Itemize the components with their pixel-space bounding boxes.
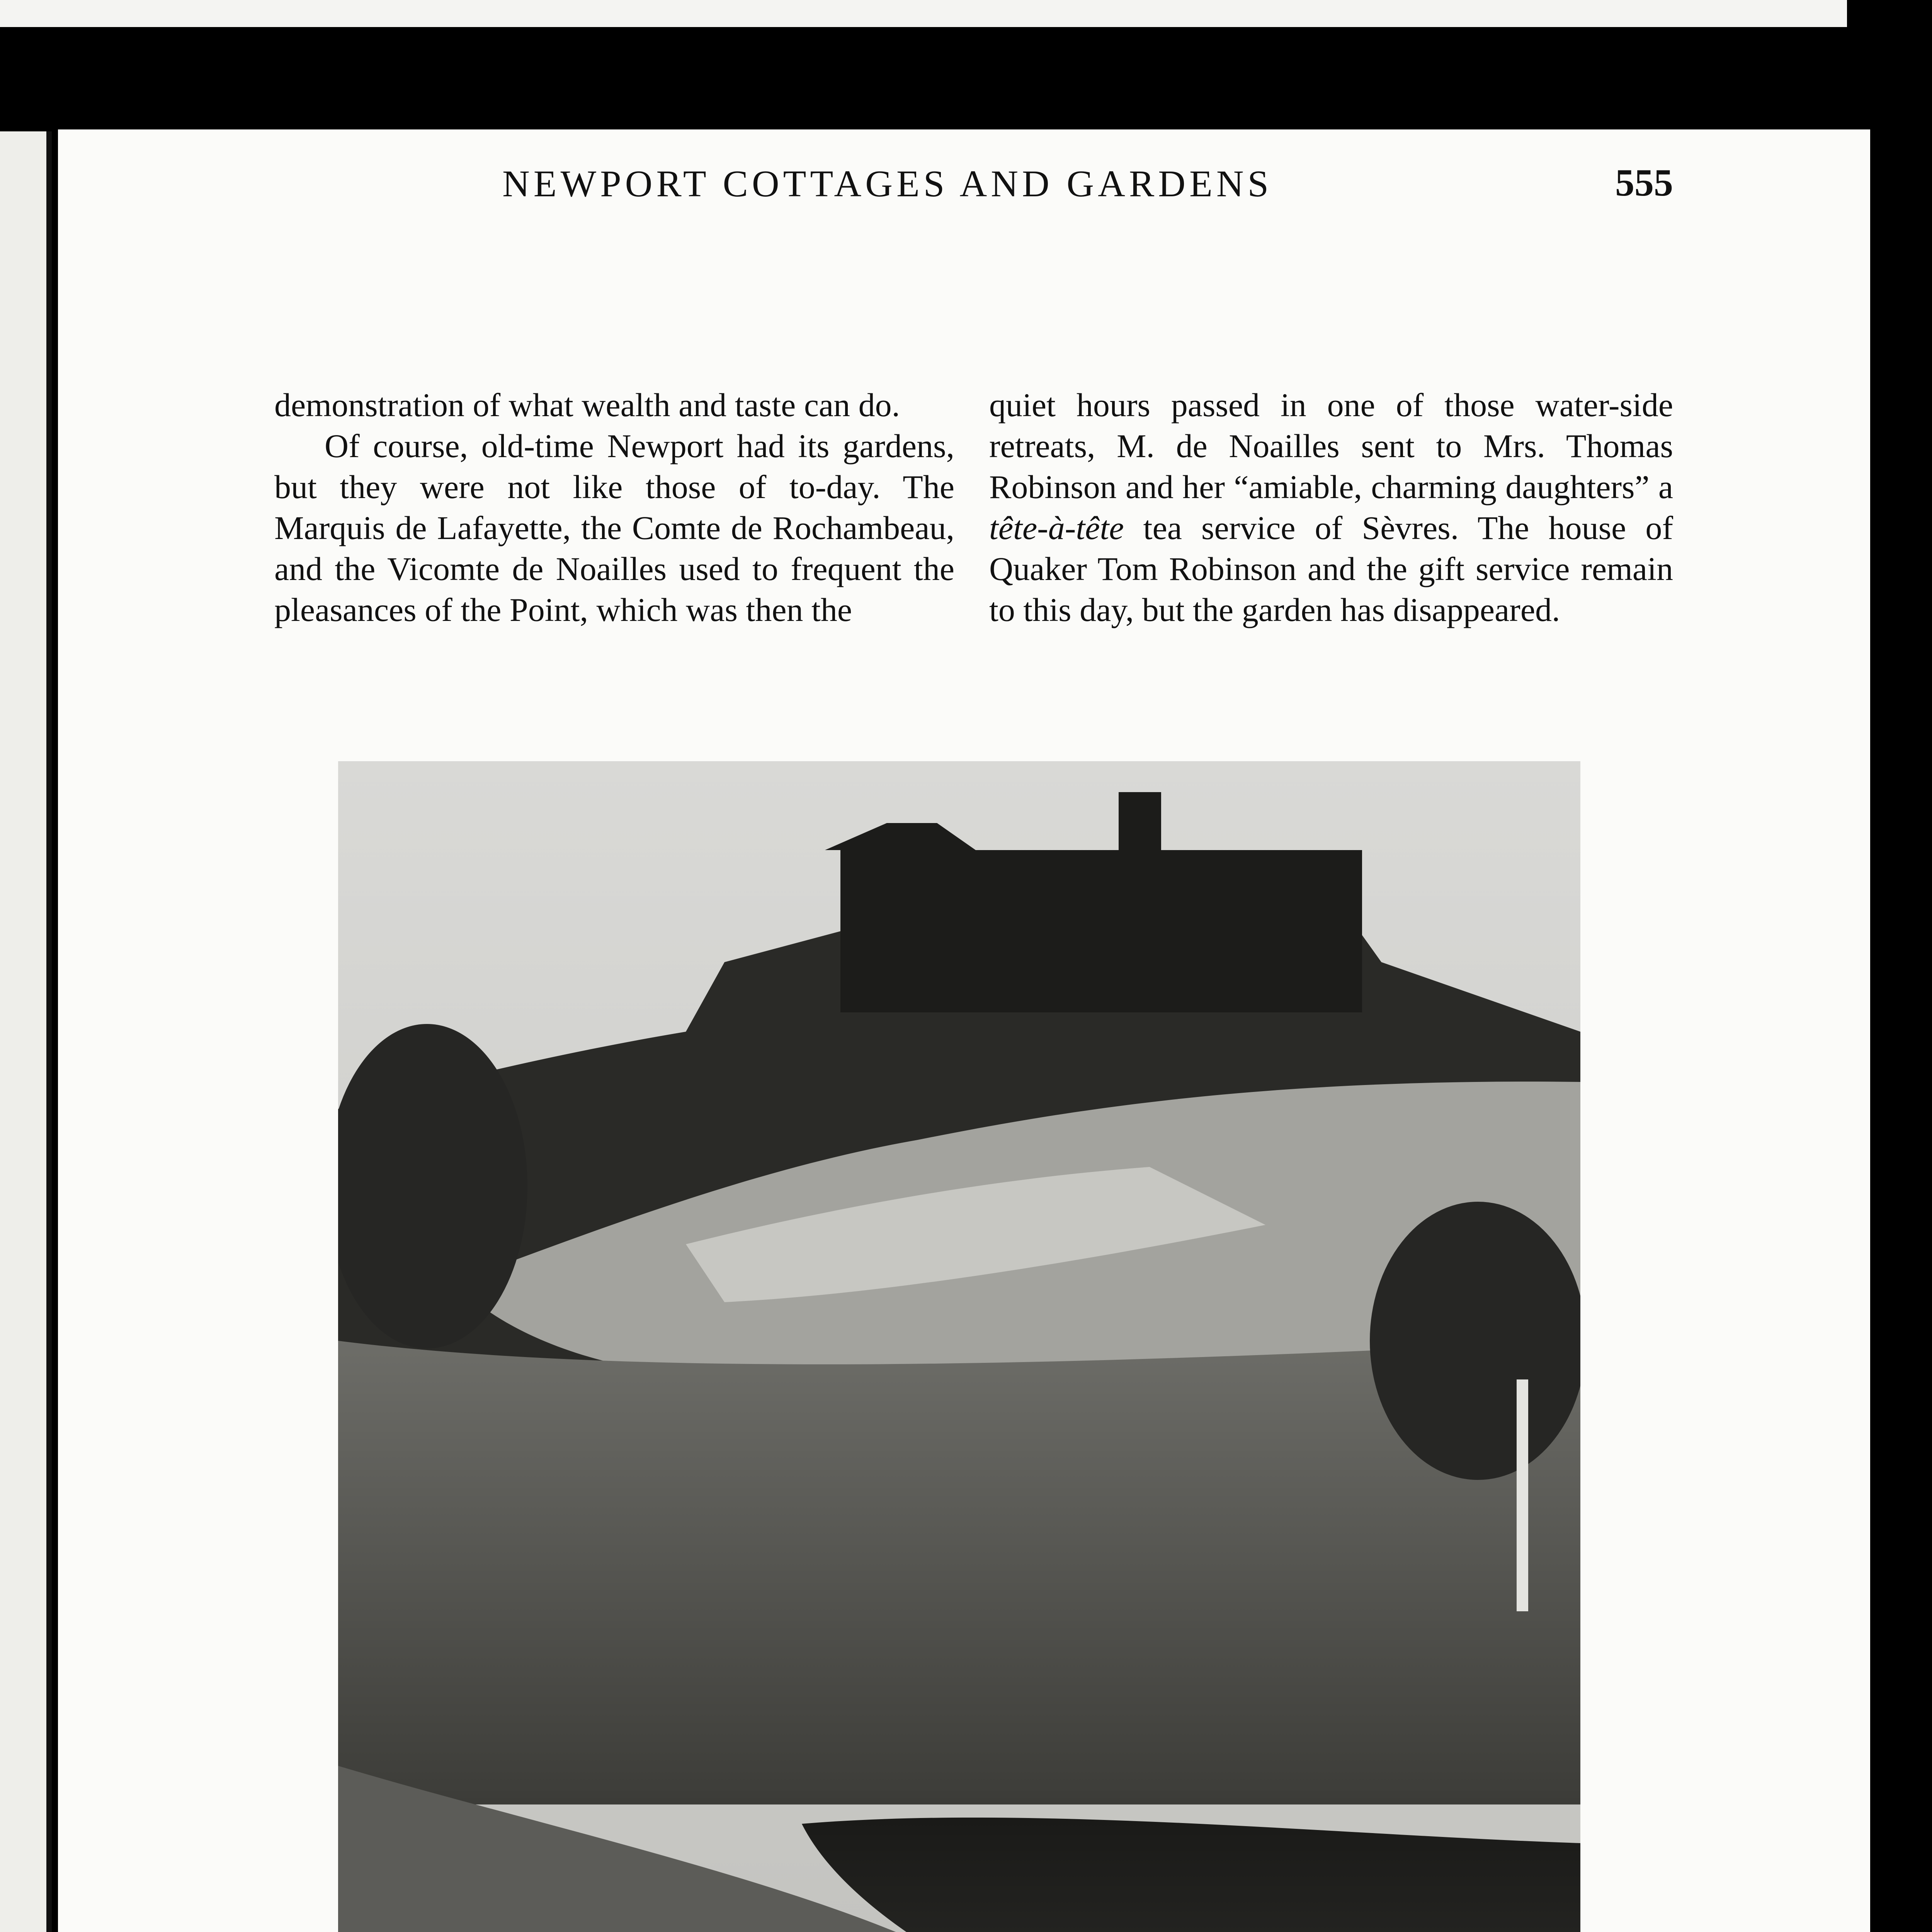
page-number: 555 xyxy=(1615,161,1673,204)
running-title: NEWPORT COTTAGES AND GARDENS xyxy=(502,163,1273,205)
top-left-column xyxy=(274,384,954,630)
adjacent-page-left-edge xyxy=(0,131,52,1932)
water-garden-photograph xyxy=(338,761,1580,1932)
paragraph-old-newport: Of course, old-time Newport had its gardens, but they were not like those of to-day. The Marquis de Lafayette, the Comte de Rochambeau, and the Vicomte de Noailles used to frequent the pleasances of the Point, which was then the xyxy=(274,427,954,628)
paragraph-continuation: demonstration of what wealth and taste can do. xyxy=(274,386,900,423)
text-before-italic: quiet hours passed in one of those water-side retreats, M. de Noailles sent to Mrs. Thomas Robinson and her “amiable, charming daughters” a xyxy=(989,386,1673,505)
text-after-italic: tea service of Sèvres. The house of Quaker Tom Robinson and the gift service remain to this day, but the garden has disappeared. xyxy=(989,509,1673,628)
adjacent-page-top-edge xyxy=(0,0,1847,27)
italic-phrase: tête-à-tête xyxy=(989,509,1124,546)
paragraph-noailles xyxy=(989,384,1673,630)
top-right-column xyxy=(989,384,1673,630)
